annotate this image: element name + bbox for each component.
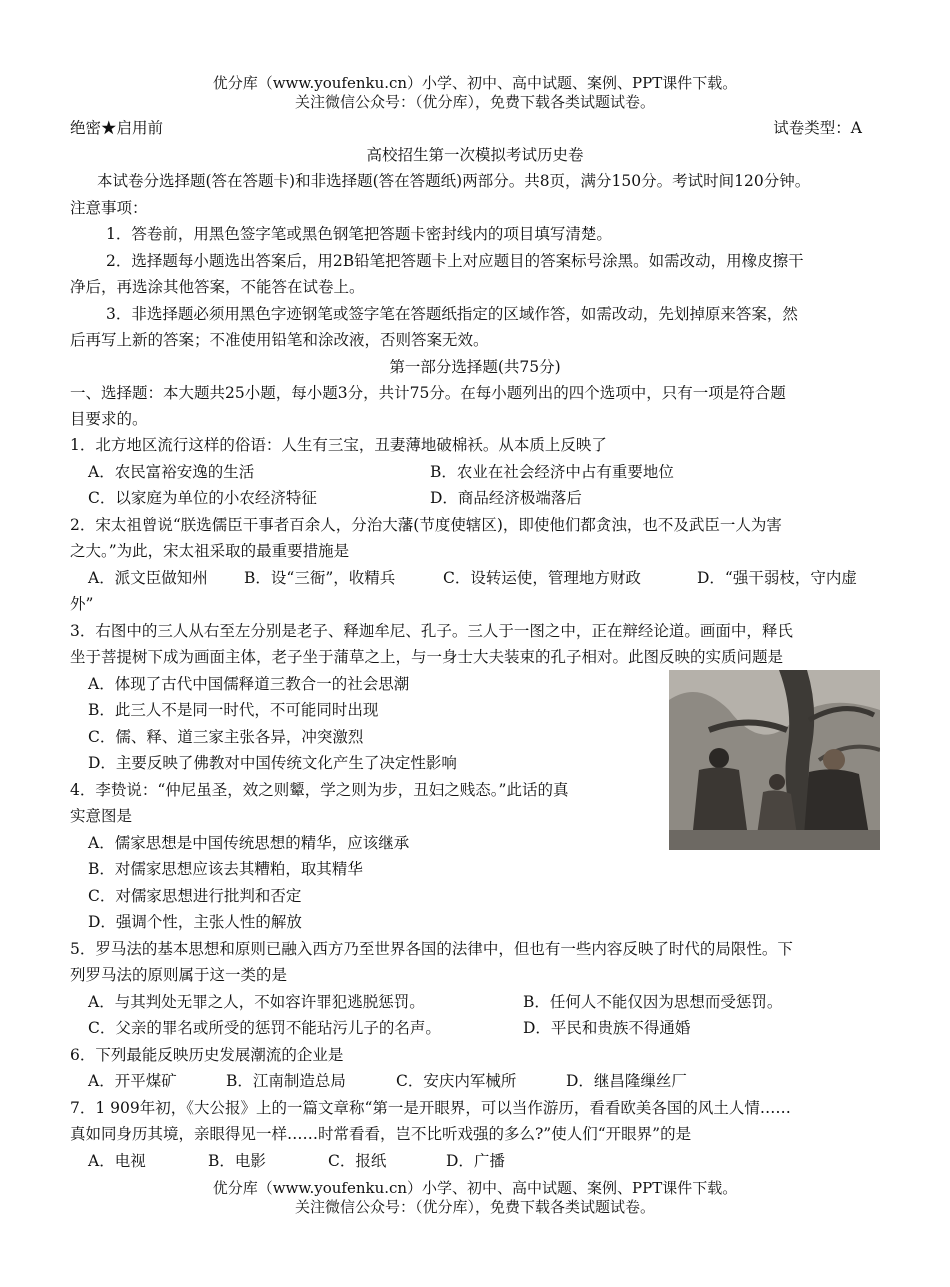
three-sages-painting <box>669 670 880 850</box>
notice-item-3-cont: 后再写上新的答案；不准使用铅笔和涂改液，否则答案无效。 <box>70 331 489 349</box>
question-2-option-d-cont: 外” <box>70 595 94 613</box>
question-3-option-c: C．儒、释、道三家主张各异，冲突激烈 <box>88 728 364 746</box>
question-3-option-b: B．此三人不是同一时代，不可能同时出现 <box>88 701 379 719</box>
question-7-option-c: C．报纸 <box>328 1152 387 1170</box>
question-7-stem-cont: 真如同身历其境，亲眼得见一样……时常看看，岂不比听戏强的多么?”使人们“开眼界”的是 <box>70 1125 692 1143</box>
notice-item-2: 2．选择题每小题选出答案后，用2B铅笔把答题卡上对应题目的答案标号涂黑。如需改动，用橡皮擦干 <box>106 252 804 270</box>
footer-line-1: 优分库（www.youfenku.cn）小学、初中、高中试题、案例、PPT课件下载。 <box>212 1179 738 1197</box>
question-2-stem: 2．宋太祖曾说“朕选儒臣干事者百余人，分治大藩(节度使辖区)，即使他们都贪浊，也不及武臣一人为害 <box>70 516 782 534</box>
question-3-stem-cont: 坐于菩提树下成为画面主体，老子坐于蒲草之上，与一身士大夫装束的孔子相对。此图反映的实质问题是 <box>70 648 784 666</box>
notice-item-3: 3．非选择题必须用黑色字迹钢笔或签字笔在答题纸指定的区域作答，如需改动，先划掉原来答案，然 <box>106 305 798 323</box>
question-6-stem: 6．下列最能反映历史发展潮流的企业是 <box>70 1046 344 1064</box>
question-6-option-d: D．继昌隆缫丝厂 <box>566 1072 687 1090</box>
question-6-option-a: A．开平煤矿 <box>88 1072 177 1090</box>
part1-title: 第一部分选择题(共75分) <box>389 358 561 376</box>
notice-heading: 注意事项： <box>70 199 148 217</box>
question-4-option-c: C．对儒家思想进行批判和否定 <box>88 887 302 905</box>
header-line-2: 关注微信公众号：（优分库），免费下载各类试题试卷。 <box>294 93 655 111</box>
question-5-stem: 5．罗马法的基本思想和原则已融入西方乃至世界各国的法律中，但也有一些内容反映了时代的局限性。下 <box>70 940 793 958</box>
question-5-option-d: D．平民和贵族不得通婚 <box>523 1019 691 1037</box>
paper-title: 高校招生第一次模拟考试历史卷 <box>366 146 584 164</box>
question-1-option-d: D．商品经济极端落后 <box>430 489 582 507</box>
question-7-stem: 7．1 909年初，《大公报》上的一篇文章称“第一是开眼界，可以当作游历，看看欧美各国的风土人情…… <box>70 1099 791 1117</box>
question-7-option-a: A．电视 <box>88 1152 146 1170</box>
question-4-stem-cont: 实意图是 <box>70 807 133 825</box>
question-2-option-c: C．设转运使，管理地方财政 <box>443 569 641 587</box>
intro-line: 本试卷分选择题(答在答题卡)和非选择题(答在答题纸)两部分。共8页，满分150分。考试时间120分钟。 <box>97 172 811 190</box>
question-7-option-d: D．广播 <box>446 1152 505 1170</box>
question-4-option-d: D．强调个性，主张人性的解放 <box>88 913 302 931</box>
question-5-stem-cont: 列罗马法的原则属于这一类的是 <box>70 966 288 984</box>
question-6-option-c: C．安庆内军械所 <box>396 1072 517 1090</box>
question-3-option-a: A．体现了古代中国儒释道三教合一的社会思潮 <box>88 675 410 693</box>
question-2-stem-cont: 之大。”为此，宋太祖采取的最重要措施是 <box>70 542 350 560</box>
paper-type: 试卷类型：A <box>773 119 862 137</box>
question-3-stem: 3．右图中的三人从右至左分别是老子、释迦牟尼、孔子。三人于一图之中，正在辩经论道。画面中，释氏 <box>70 622 793 640</box>
question-3-option-d: D．主要反映了佛教对中国传统文化产生了决定性影响 <box>88 754 457 772</box>
header-line-1: 优分库（www.youfenku.cn）小学、初中、高中试题、案例、PPT课件下载。 <box>212 74 738 92</box>
question-1-option-b: B．农业在社会经济中占有重要地位 <box>430 463 674 481</box>
question-1-option-a: A．农民富裕安逸的生活 <box>88 463 255 481</box>
question-2-option-a: A．派文臣做知州 <box>88 569 208 587</box>
question-4-option-b: B．对儒家思想应该去其糟粕，取其精华 <box>88 860 363 878</box>
question-7-option-b: B．电影 <box>208 1152 266 1170</box>
question-1-option-c: C．以家庭为单位的小农经济特征 <box>88 489 317 507</box>
question-5-option-a: A．与其判处无罪之人，不如容许罪犯逃脱惩罚。 <box>88 993 425 1011</box>
question-4-option-a: A．儒家思想是中国传统思想的精华，应该继承 <box>88 834 410 852</box>
section-instructions: 一、选择题：本大题共25小题，每小题3分，共计75分。在每小题列出的四个选项中，只有一项是符合题 <box>70 384 786 402</box>
question-4-stem: 4．李贽说：“仲尼虽圣，效之则颦，学之则为步，丑妇之贱态。”此话的真 <box>70 781 569 799</box>
question-1-stem: 1．北方地区流行这样的俗语：人生有三宝，丑妻薄地破棉袄。从本质上反映了 <box>70 436 607 454</box>
notice-item-1: 1．答卷前，用黑色签字笔或黑色钢笔把答题卡密封线内的项目填写清楚。 <box>106 225 612 243</box>
question-6-option-b: B．江南制造总局 <box>226 1072 346 1090</box>
ink-painting-icon <box>669 670 880 850</box>
notice-item-2-cont: 净后，再选涂其他答案，不能答在试卷上。 <box>70 278 365 296</box>
secret-label: 绝密★启用前 <box>70 119 164 137</box>
footer-line-2: 关注微信公众号：（优分库），免费下载各类试题试卷。 <box>294 1198 655 1216</box>
question-2-option-b: B．设“三衙”，收精兵 <box>244 569 396 587</box>
question-5-option-c: C．父亲的罪名或所受的惩罚不能玷污儿子的名声。 <box>88 1019 441 1037</box>
question-5-option-b: B．任何人不能仅因为思想而受惩罚。 <box>523 993 783 1011</box>
section-instructions-cont: 目要求的。 <box>70 410 148 428</box>
question-2-option-d: D．“强干弱枝，守内虚 <box>697 569 857 587</box>
